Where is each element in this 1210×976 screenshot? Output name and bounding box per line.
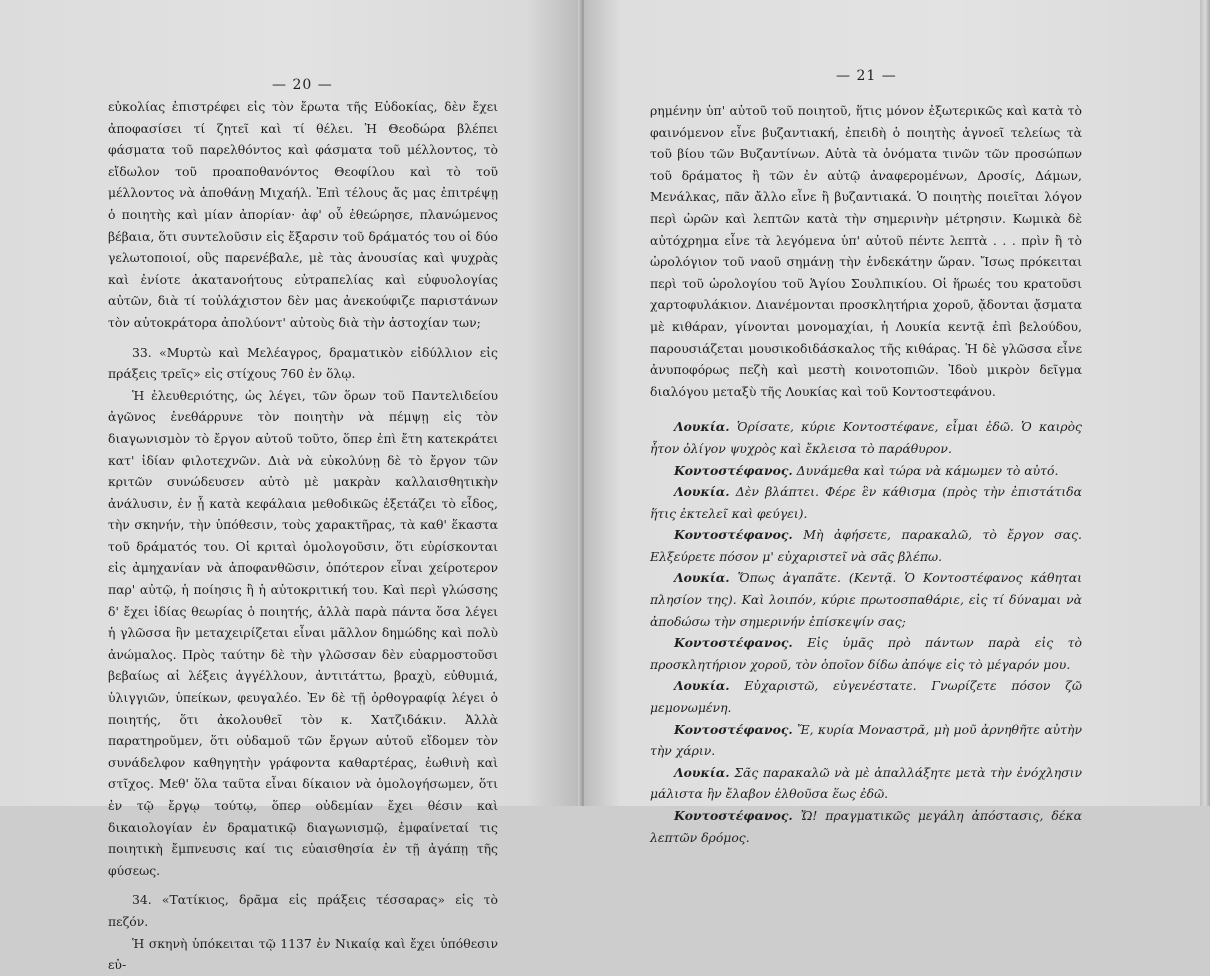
dialogue-line bbox=[650, 805, 1082, 848]
dialogue-text: Εὐχαριστῶ, εὐγενέστατε. Γνωρίζετε πόσον ζῶ μεμονωμένη. bbox=[650, 678, 1082, 716]
dialogue-line bbox=[650, 481, 1082, 524]
left-paragraph-4: 34. «Τατίκιος, δρᾶμα εἰς πράξεις τέσσαρας» εἰς τὸ πεζόν. bbox=[108, 892, 498, 929]
right-paragraph-1: ρημένην ὑπ' αὐτοῦ τοῦ ποιητοῦ, ἥτις μόνον ἐξωτερικῶς καὶ κατὰ τὸ φαινόμενον εἶνε βυζαντιακή, ἐπειδὴ ὁ ποιητὴς ἀγνοεῖ τελείως τὰ τοῦ βίου τῶν Βυζαντίνων. Αὐτὰ τὰ ὀνόματα τινῶν τῶν προσώπων τοῦ δράματος ἢ τῶν ἐν αὐτῷ ἀναφερομένων, Δροσίς, Δάμων, Μενάλκας, πᾶν ἄλλο εἶνε ἢ βυζαντιακά. Ὁ ποιητὴς ποιεῖται λόγον περὶ ὡρῶν καὶ λεπτῶν κατὰ τὴν σημερινὴν μέτρησιν. Κωμικὰ δὲ αὐτόχρημα εἶνε τὰ λεγόμενα ὑπ' αὐτοῦ πέντε λεπτὰ . . . πρὶν ἢ τὸ ὡρολόγιον τοῦ ναοῦ σημάνῃ τὴν ἑνδεκάτην ὥραν. Ἴσως πρόκειται περὶ τοῦ ὡρολογίου τοῦ Ἁγίου Σουλπικίου. Οἱ ἥρωές του κρατοῦσι χαρτοφυλάκιον. Διανέμονται προσκλητήρια χοροῦ, ᾄδονται ᾄσματα μὲ κιθάραν, γίνονται μονομαχίαι, ἡ Λουκία κεντᾷ ἐπὶ βελούδου, παρουσιάζεται μουσικοδιδάσκαλος τῆς κιθάρας. Ἡ δὲ γλῶσσα εἶνε ἀνυποφόρως πεζὴ καὶ μεστὴ κοινοτοπιῶν. Ἰδοὺ μικρὸν δεῖγμα διαλόγου μεταξὺ τῆς Λουκίας καὶ τοῦ Κοντοστεφάνου. bbox=[650, 103, 1082, 399]
dialogue-text: Εἰς ὑμᾶς πρὸ πάντων παρὰ εἰς τὸ προσκλητήριον χοροῦ, τὸν ὁποῖον δίδω ἀπόψε εἰς τὸ μέγαρόν μου. bbox=[650, 635, 1082, 672]
dialogue-line bbox=[650, 524, 1082, 567]
dialogue-text: Δὲν βλάπτει. Φέρε ἓν κάθισμα (πρὸς τὴν ἐπιστάτιδα ἥτις ἐκτελεῖ καὶ φεύγει). bbox=[650, 484, 1082, 521]
dialogue-text: Ὁρίσατε, κύριε Κοντοστέφανε, εἶμαι ἐδῶ. Ὁ καιρὸς ἦτον ὀλίγον ψυχρὸς καὶ ἔκλεισα τὸ παράθυρον. bbox=[650, 419, 1082, 456]
dialogue-text: Δυνάμεθα καὶ τώρα νὰ κάμωμεν τὸ αὐτό. bbox=[796, 462, 1059, 478]
dialogue-speaker: Κοντοστέφανος. bbox=[674, 721, 793, 737]
left-page-text bbox=[108, 96, 498, 976]
dialogue-speaker: Λουκία. bbox=[674, 678, 730, 694]
dialogue-speaker: Λουκία. bbox=[674, 419, 730, 435]
book-edge bbox=[1200, 0, 1210, 806]
dialogue-speaker: Κοντοστέφανος. bbox=[674, 527, 793, 543]
right-page-number: — 21 — bbox=[836, 68, 897, 84]
dialogue-line bbox=[650, 632, 1082, 675]
dialogue-line bbox=[650, 416, 1082, 459]
dialogue-text: Μὴ ἀφήσετε, παρακαλῶ, τὸ ἔργον σας. Ελξεύρετε πόσον μ' εὐχαριστεῖ νὰ σᾶς βλέπω. bbox=[650, 527, 1082, 564]
left-paragraph-5: Ἡ σκηνὴ ὑπόκειται τῷ 1137 ἐν Νικαίᾳ καὶ ἔχει ὑπόθεσιν εὐ- bbox=[108, 935, 498, 973]
dialogue-speaker: Λουκία. bbox=[674, 764, 730, 780]
dialogue-speaker: Λουκία. bbox=[674, 484, 730, 500]
dialogue-line bbox=[650, 460, 1082, 482]
dialogue-text: Σᾶς παρακαλῶ νὰ μὲ ἀπαλλάξητε μετὰ τὴν ἐνόχλησιν μάλιστα ἣν ἔλαβον ἐλθοῦσα ἕως ἐδῶ. bbox=[650, 764, 1082, 802]
dialogue-block bbox=[650, 416, 1082, 848]
dialogue-text: Ὅπως ἀγαπᾶτε. (Κεντᾷ. Ὁ Κοντοστέφανος κάθηται πλησίον της). Καὶ λοιπόν, κύριε πρωτοσπαθάριε, εἰς τί δύναμαι νὰ ἀποδώσω τὴν σημερινήν ἐπίσκεψίν σας; bbox=[650, 570, 1082, 629]
dialogue-line bbox=[650, 567, 1082, 632]
dialogue-speaker: Κοντοστέφανος. bbox=[674, 808, 793, 823]
left-page bbox=[0, 0, 584, 973]
dialogue-speaker: Κοντοστέφανος. bbox=[674, 635, 793, 651]
left-paragraph-3: Ἡ ἐλευθεριότης, ὡς λέγει, τῶν ὅρων τοῦ Παντελιδείου ἀγῶνος ἐνεθάρρυνε τὸν ποιητὴν νὰ πέμψῃ εἰς τὸν διαγωνισμὸν τὸ ἔργον αὐτοῦ τοῦτο, ὅπερ ἐπὶ ἔτη κατεκράτει κατ' ἰδίαν φιλοτεχνῶν. Διὰ νὰ εὐκολύνῃ δὲ τὸ ἔργον τῶν κριτῶν συνώδευσεν αὐτὸ μὲ μακρὰν καλλαισθητικὴν ἀνάλυσιν, ἐν ᾗ κατὰ κεφάλαια μεθοδικῶς ἐξετάζει τὸ εἶδος, τὴν σκηνήν, τὴν ὑπόθεσιν, τοὺς χαρακτῆρας, τὰ καθ' ἕκαστα τοῦ δράματός του. Οἱ κριταὶ ὁμολογοῦσιν, ὅτι εὑρίσκονται εἰς ἀμηχανίαν νὰ ἀποφανθῶσιν, ὁπότερον εἶναι χείροτερον παρ' αὐτῷ, ἡ ποίησις ἢ ἡ αὐτοκριτική του. Καὶ περὶ γλώσσης δ' ἔχει ἰδίας θεωρίας ὁ ποιητής, ἀλλὰ παρὰ πάντα ὅσα λέγει ἡ γλῶσσα ἣν μεταχειρίζεται εἶναι μᾶλλον δημώδης καὶ πολὺ ἀνώμαλος. Πρὸς ταύτην δὲ τὴν γλῶσσαν δὲν εὐαρμοστοῦσι βεβαίως αἱ λέξεις ἀγγέλλουν, ἀντιτάττω, βραχὺ, εὐθυμιά, ὑλιγγιῶν, ὑπείκων, φευγαλέο. Ἐν δὲ τῇ ὀρθογραφίᾳ λέγει ὁ ποιητής, ὅτι ἀκολουθεῖ τὸν κ. Χατζιδάκιν. Ἀλλὰ παρατηροῦμεν, ὅτι οὐδαμοῦ τῶν ἔργων αὐτοῦ εἴδομεν τὸν συνάδελφον καθηγητὴν γράφοντα καθαρτέρας, ἐωθινὴ καὶ στῖχος. Μεθ' ὅλα ταῦτα εἶναι δίκαιον νὰ ὁμολογήσωμεν, ὅτι ἐν τῷ ἔργῳ τούτῳ, ὅπερ οὐδεμίαν ἔχει θέσιν καὶ δικαιολογίαν ἐν δραματικῷ διαγωνισμῷ, ἐμφαίνεταί τις ποιητικὴ ἔμπνευσις καί τις εὐαισθησία ἐν τῇ ἀγάπῃ τῆς φύσεως. bbox=[108, 387, 498, 878]
dialogue-line bbox=[650, 675, 1082, 718]
right-page-text bbox=[650, 100, 1082, 848]
dialogue-speaker: Λουκία. bbox=[674, 570, 730, 586]
dialogue-text: Ὤ! πραγματικῶς μεγάλη ἀπόστασις, δέκα λεπτῶν δρόμος. bbox=[650, 808, 1082, 845]
dialogue-speaker: Κοντοστέφανος. bbox=[674, 462, 793, 478]
left-paragraph-1: εὐκολίας ἐπιστρέφει εἰς τὸν ἔρωτα τῆς Εὐδοκίας, δὲν ἔχει ἀποφασίσει τί ζητεῖ καὶ τί θέλει. Ἡ Θεοδώρα βλέπει φάσματα τοῦ παρελθόντος καὶ φάσματα τοῦ μέλλοντος, τὸ εἴδωλον τοῦ προαποθανόντος Θεοφίλου καὶ τὸ τοῦ μέλλοντος νὰ ἀποθάνῃ Μιχαήλ. Ἐπὶ τέλους ἄς μας ἐπιτρέψῃ ὁ ποιητὴς καὶ μίαν ἀπορίαν· ἀφ' οὗ ἐθεώρησε, πλανώμενος βέβαια, ὅτι συντελοῦσιν εἰς ἔξαρσιν τοῦ δράματός του οἱ δύο γελωτοποιοί, οὓς παρενέβαλε, μὲ τὰς ἀνουσίας καὶ ψυχρὰς καὶ ἐνίοτε ἀκατανοήτους εὐτραπελίας καὶ εὐφυολογίας αὐτῶν, διὰ τί τοὐλάχιστον δὲν μας ἀνεκούφιζε παριστάνων τὸν αὐτοκράτορα ἀπολύοντ' αὐτοὺς διὰ τὴν ἀστοχίαν των; bbox=[108, 99, 498, 330]
left-page-number: — 20 — bbox=[272, 77, 333, 93]
left-paragraph-2: 33. «Μυρτὼ καὶ Μελέαγρος, δραματικὸν εἰδύλλιον εἰς πράξεις τρεῖς» εἰς στίχους 760 ἐν ὅλῳ. bbox=[108, 344, 498, 382]
right-page bbox=[584, 0, 1200, 845]
dialogue-text: Ἔ, κυρία Μοναστρᾶ, μὴ μοῦ ἀρνηθῆτε αὐτὴν τὴν χάριν. bbox=[650, 721, 1082, 759]
dialogue-line bbox=[650, 762, 1082, 805]
dialogue-line bbox=[650, 719, 1082, 762]
